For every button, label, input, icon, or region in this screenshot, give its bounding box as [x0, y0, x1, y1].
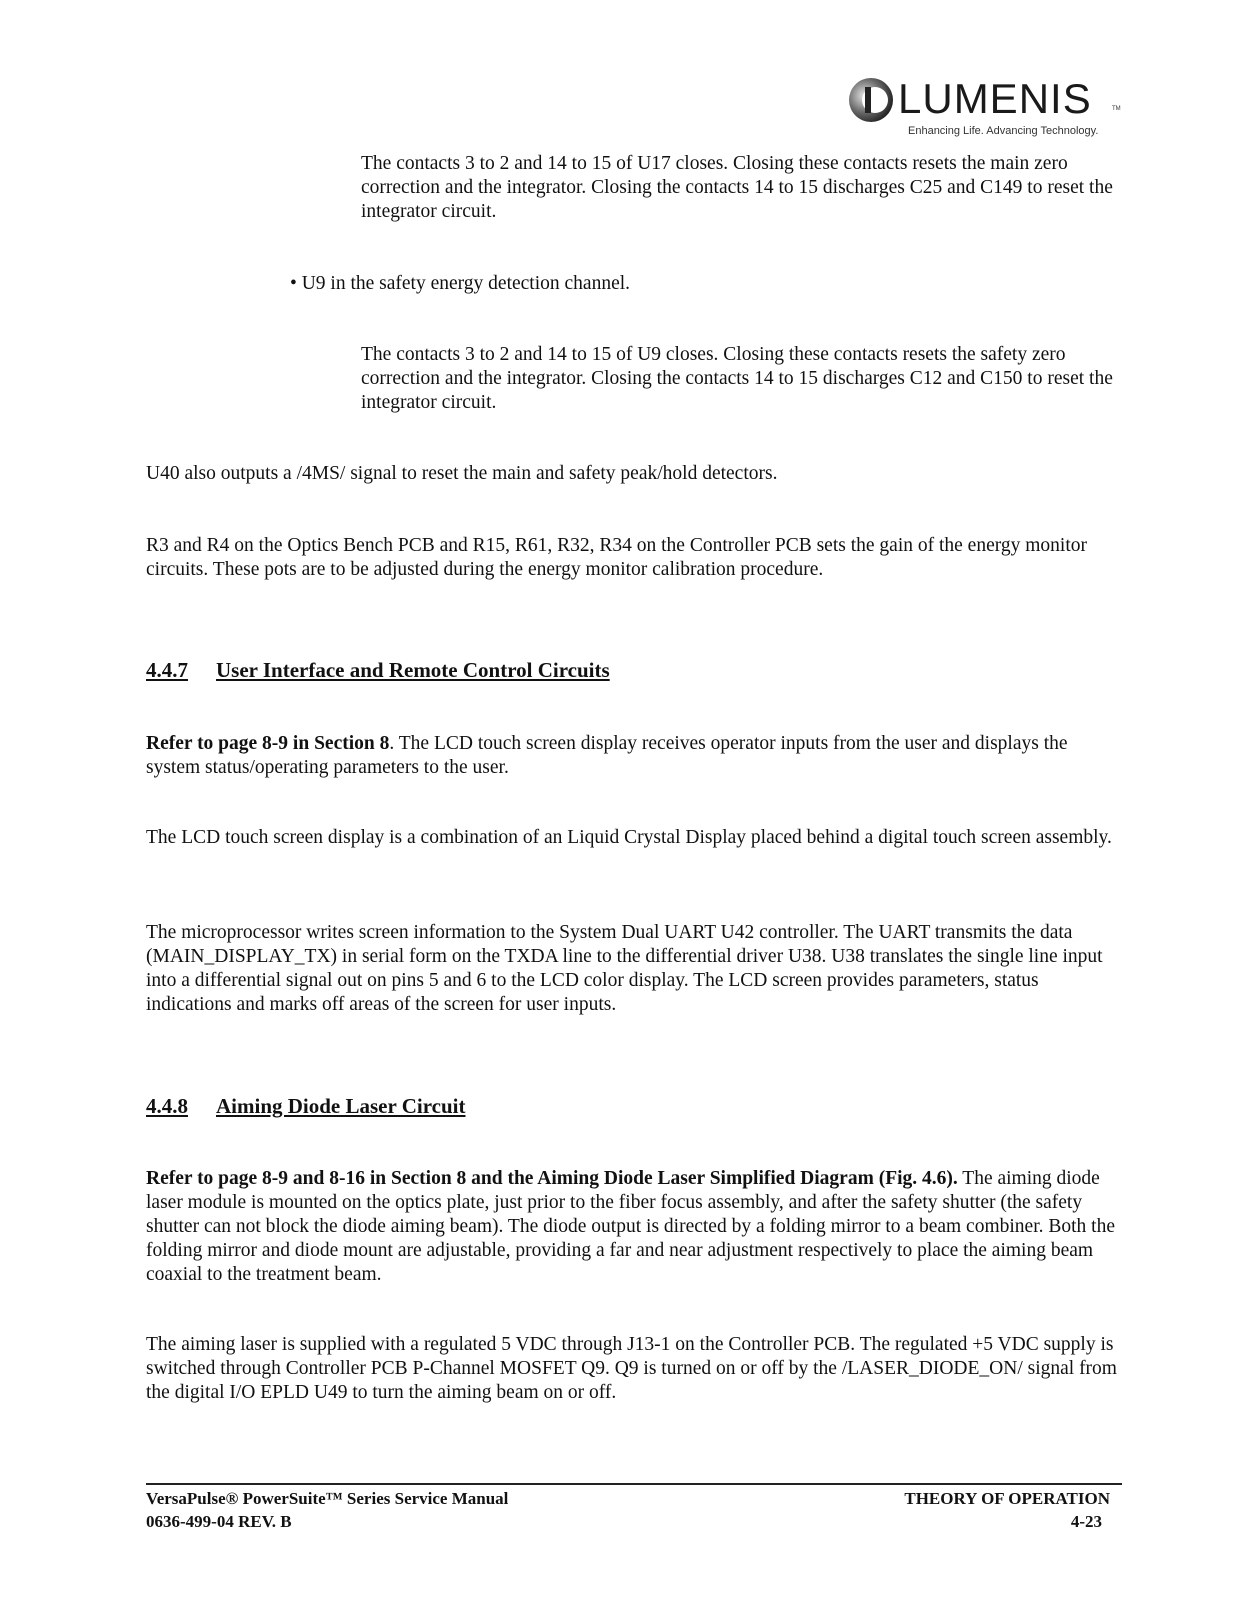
section-number: 4.4.7 — [146, 658, 188, 682]
refer-rest: . The LCD touch screen display receives operator inputs from the user and displays the system status/operating parameters to the user. — [146, 733, 1068, 778]
lumenis-logo-mark-icon — [848, 77, 894, 123]
footer-chapter: THEORY OF OPERATION — [904, 1489, 1110, 1508]
section-heading-4-4-7 — [146, 657, 610, 683]
paragraph-u40: U40 also outputs a /4MS/ signal to reset the main and safety peak/hold detectors. — [146, 463, 778, 484]
refer-bold: Refer to page 8-9 in Section 8 — [146, 733, 390, 754]
section-title: User Interface and Remote Control Circuits — [216, 658, 610, 682]
paragraph-u9: The contacts 3 to 2 and 14 to 15 of U9 closes. Closing these contacts resets the safety zero correction and the integrator. Closing the contacts 14 to 15 discharges C12 and C150 to reset the integrator circuit. — [361, 344, 1113, 413]
paragraph-447-uart: The microprocessor writes screen information to the System Dual UART U42 controller. The UART transmits the data (MAIN_DISPLAY_TX) in serial form on the TXDA line to the differential driver U38. U38 translates the single line input into a differential signal out on pins 5 and 6 to the LCD color display. The LCD screen provides parameters, status indications and marks off areas of the screen for user inputs. — [146, 922, 1103, 1015]
bullet-u9: • U9 in the safety energy detection channel. — [290, 273, 631, 294]
section-number: 4.4.8 — [146, 1094, 188, 1118]
paragraph-u17: The contacts 3 to 2 and 14 to 15 of U17 closes. Closing these contacts resets the main zero correction and the integrator. Closing the contacts 14 to 15 discharges C25 and C149 to reset the integrator circuit. — [361, 153, 1113, 222]
paragraph-447-refer — [146, 732, 1121, 780]
footer-doc-number: 0636-499-04 REV. B — [146, 1512, 292, 1531]
lumenis-logo — [848, 72, 1121, 142]
refer-rest: The aiming diode laser module is mounted on the optics plate, just prior to the fiber focus assembly, and after the safety shutter (the safety shutter can not block the diode aiming beam). The diode output is directed by a folding mirror to a beam combiner. Both the folding mirror and diode mount are adjustable, providing a far and near adjustment respectively to place the aiming beam coaxial to the treatment beam. — [146, 1168, 1115, 1285]
refer-bold: Refer to page 8-9 and 8-16 in Section 8 and the Aiming Diode Laser Simplified Diagram (Fig. 4.6). — [146, 1168, 958, 1189]
paragraph-448-supply: The aiming laser is supplied with a regulated 5 VDC through J13-1 on the Controller PCB. The regulated +5 VDC supply is switched through Controller PCB P-Channel MOSFET Q9. Q9 is turned on or off by the /LASER_DIODE_ON/ signal from the digital I/O EPLD U49 to turn the aiming beam on or off. — [146, 1334, 1117, 1403]
paragraph-r3-r4: R3 and R4 on the Optics Bench PCB and R15, R61, R32, R34 on the Controller PCB sets the gain of the energy monitor circuits. These pots are to be adjusted during the energy monitor calibration procedure. — [146, 535, 1087, 580]
logo-wordmark: LUMENIS — [898, 75, 1092, 122]
footer-page-number: 4-23 — [1070, 1512, 1102, 1531]
paragraph-447-lcd: The LCD touch screen display is a combination of an Liquid Crystal Display placed behind a digital touch screen assembly. — [146, 827, 1112, 848]
paragraph-448-refer — [146, 1167, 1121, 1287]
logo-tagline: Enhancing Life. Advancing Technology. — [908, 125, 1099, 137]
logo-trademark: TM — [1112, 106, 1121, 112]
section-title: Aiming Diode Laser Circuit — [216, 1094, 466, 1118]
footer-divider — [146, 1483, 1122, 1485]
section-heading-4-4-8 — [146, 1093, 465, 1119]
footer-manual-title: VersaPulse® PowerSuite™ Series Service Manual — [146, 1489, 509, 1508]
